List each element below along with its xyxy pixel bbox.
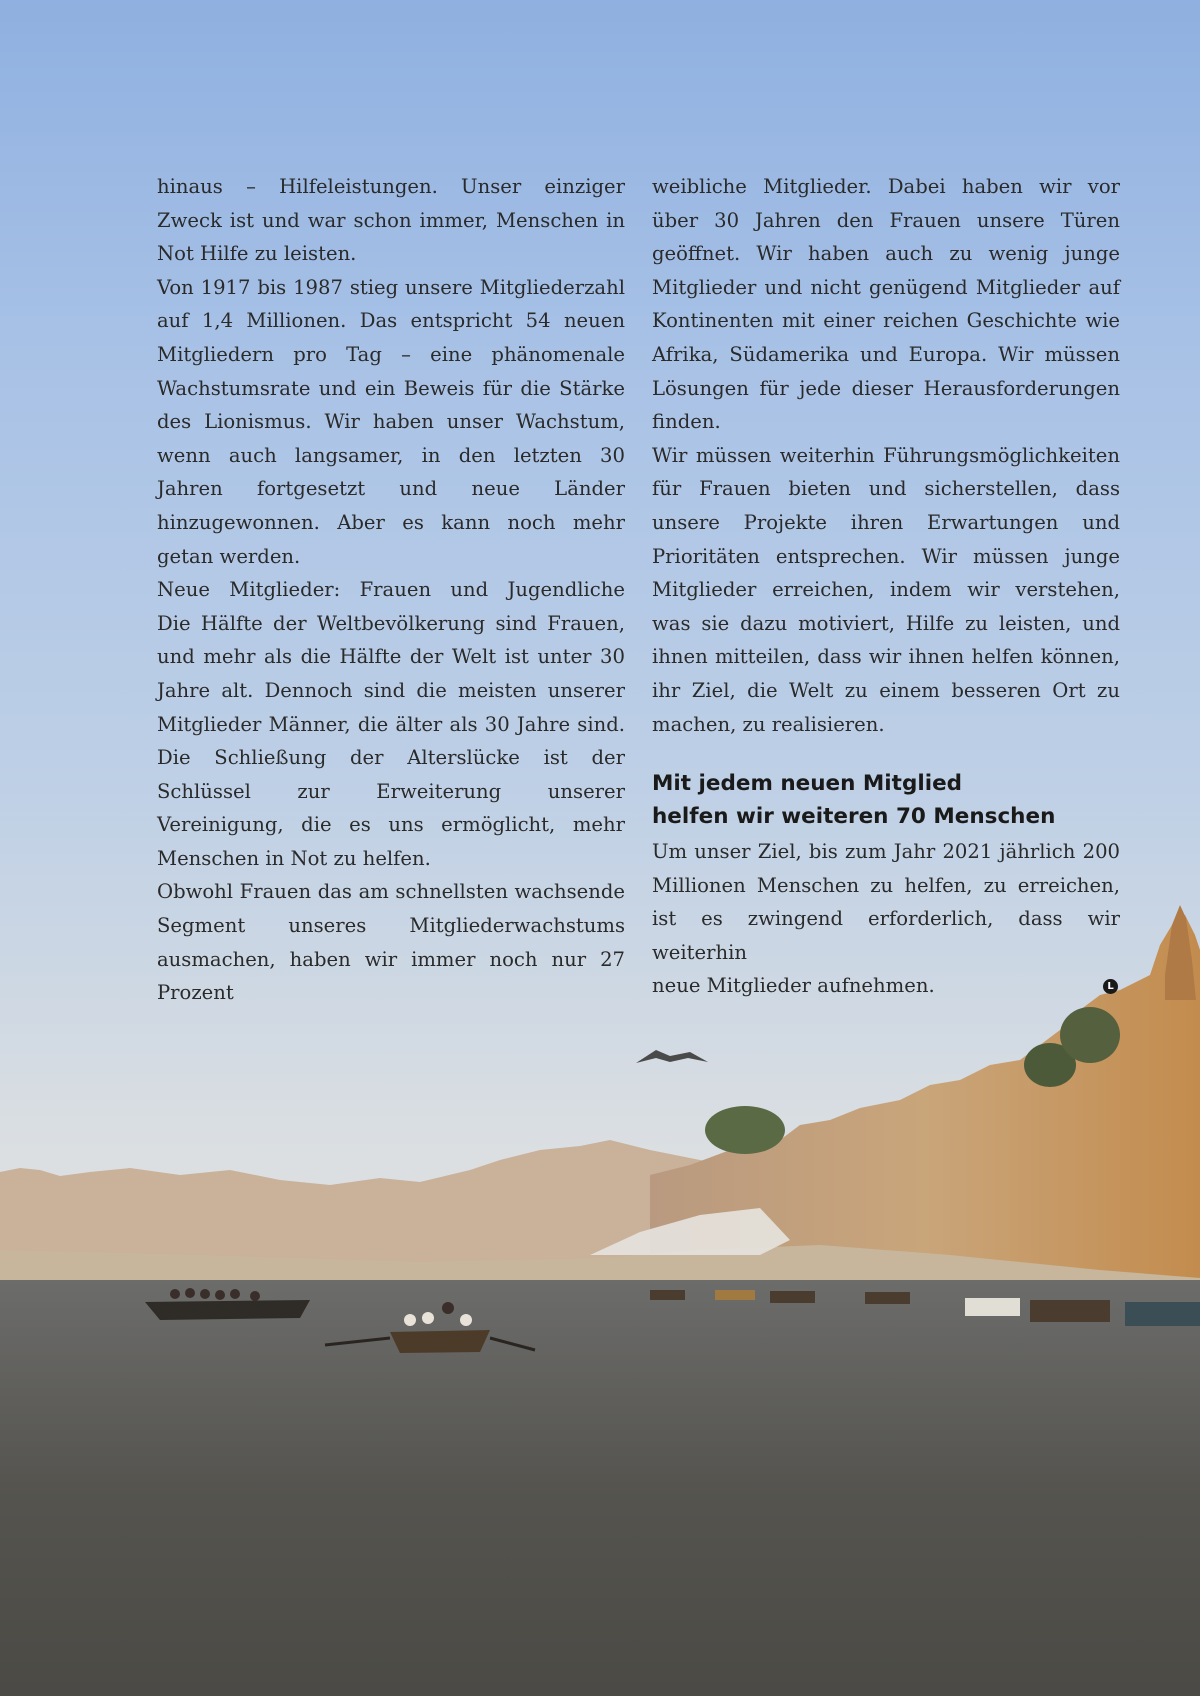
subheading-line: Mit jedem neuen Mitglied (652, 771, 963, 797)
bird (636, 1050, 708, 1063)
paragraph: Von 1917 bis 1987 stieg unsere Mitgliederzahl auf 1,4 Millionen. Das entspricht 54 neuen Mitgliedern pro Tag – eine phänomenale Wachstumsrate und ein Beweis für die Stärke des Lionismus. Wir haben unser Wachstum, wenn auch langsamer, in den letzten 30 Jahren fortgesetzt und neue Länder hinzugewonnen. Aber es kann noch mehr getan werden. (157, 275, 625, 568)
paragraph: weibliche Mitglieder. Dabei haben wir vor über 30 Jahren den Frauen unsere Türen geöffnet. Wir haben auch zu wenig junge Mitglieder und nicht genügend Mitglieder auf Kontinenten mit einer reichen Geschichte wie Afrika, Südamerika und Europa. Wir müssen Lösungen für jede dieser Herausforderungen finden. (652, 175, 1120, 434)
paragraph: hinaus – Hilfeleistungen. Unser einziger Zweck ist und war schon immer, Menschen in Not Hilfe zu leisten. (157, 175, 625, 266)
boat (390, 1330, 490, 1353)
tree-cluster (1060, 1007, 1120, 1063)
paragraph-end: neue Mitglieder aufnehmen. (652, 974, 935, 998)
paragraph: Um unser Ziel, bis zum Jahr 2021 jährlich 200 Millionen Menschen zu helfen, zu erreichen, ist es zwingend erforderlich, dass wir weiterhin (652, 840, 1120, 964)
final-line (652, 969, 1120, 1003)
tree-cluster (705, 1106, 785, 1154)
paragraph: Wir müssen weiterhin Führungsmöglichkeiten für Frauen bieten und sicherstellen, dass unsere Projekte ihren Erwartungen und Prioritäten entsprechen. Wir müssen junge Mitglieder erreichen, indem wir verstehen, was sie dazu motiviert, Hilfe zu leisten, und ihnen mitteilen, dass wir ihnen helfen können, ihr Ziel, die Welt zu einem besseren Ort zu machen, zu realisieren. (652, 443, 1120, 736)
lions-end-mark-icon: L (1103, 979, 1118, 994)
boat (145, 1300, 310, 1320)
paragraph: Neue Mitglieder: Frauen und Jugendliche (157, 578, 625, 602)
article-right-column (652, 170, 1120, 1003)
article-left-column (157, 170, 625, 1010)
subheading-line: helfen wir weiteren 70 Menschen (652, 804, 1056, 830)
paragraph: Obwohl Frauen das am schnellsten wachsende Segment unseres Mitgliederwachstums ausmachen, haben wir immer noch nur 27 Prozent (157, 880, 625, 1005)
river-water (0, 1280, 1200, 1696)
paragraph: Die Hälfte der Weltbevölkerung sind Frauen, und mehr als die Hälfte der Welt ist unter 30 Jahre alt. Dennoch sind die meisten unserer Mitglieder Männer, die älter als 30 Jahre sind. Die Schließung der Alterslücke ist der Schlüssel zur Erweiterung unserer Vereinigung, die es uns ermöglicht, mehr Menschen in Not zu helfen. (157, 611, 625, 870)
section-subheading (652, 767, 1120, 833)
